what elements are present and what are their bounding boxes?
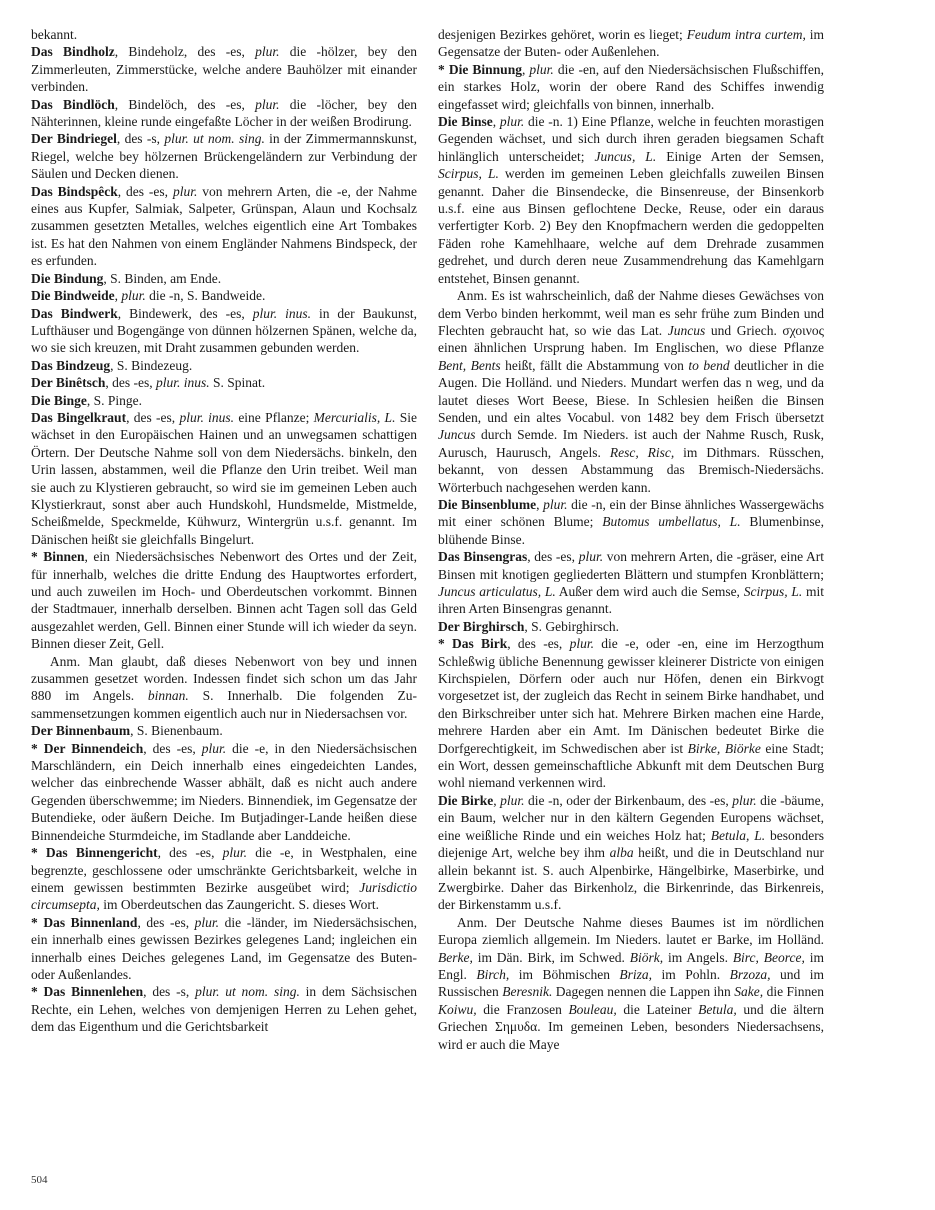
page-number: 504 — [31, 1174, 48, 1186]
dictionary-entry: * Der Binnendeich, des -es, plur. die -e, in den Niedersächsischen Marschländern, ein Deich innerhalb eines eingedeichten Landes, welcher das einbrechende Wasser abhält, daß es nicht auch andere Gegenden überschwemme; im Nieders. Binnendiek, im Gegensatze der Butendieke, oder äußern Deiche. Im Butjadinger-Lande heißen diese Binnendeiche Sturmdeiche, im Stadlande aber Landdeiche. — [31, 740, 417, 843]
dictionary-entry: * Binnen, ein Niedersächsisches Nebenwort des Ortes und der Zeit, für innerhalb, welches die dritte Endung des Hauptwortes erfordert, und auch zuweilen im Hoch- und Oberdeutschen vorkommt. Binnen der Stadtmauer, innerhalb derselben. Binnen acht Tagen soll das Geld ausgezahlet werden, Gell. Binnen einer Stunde will ich wieder da seyn. Binnen dieser Zeit, Gell. — [31, 549, 417, 652]
dictionary-entry: Die Binse, plur. die -n. 1) Eine Pflanze, welche in feuchten morastigen Gegenden wächset, und sich durch ihren geraden biegsamen Schaft hinlänglich unterscheidet; Juncus, L. Einige Arten der Semsen, Scirpus, L. werden im gemeinen Leben gleichfalls zuweilen Binsen genannt. Daher die Binsendecke, die Binsenreuse, der Binsenkorb u.s.f. eine aus Binsen geflochtene Decke, Reuse, oder ein daraus verfertigter Korb. 2) Bey den Knopfmachern werden die gedoppelten Fäden rohe Kamehlhaare, welche auf dem Drehrade zusammen gedrehet, und durch deren neue Zusammendrehung das Kamehlgarn entstehet, Binsen genannt. — [438, 114, 825, 286]
dictionary-entry: desjenigen Bezirkes gehöret, worin es lieget; Feudum intra curtem, im Gegensatze der Buten- oder Außenlehen. — [438, 27, 824, 60]
dictionary-entry: Die Bindweide, plur. die -n, S. Bandweide. — [31, 288, 266, 304]
dictionary-entry: Der Bindriegel, des -s, plur. ut nom. sing. in der Zimmermannskunst, Riegel, welche bey hölzernen Brückengeländern zur Verbindung der Säulen und Decken dienen. — [31, 131, 417, 182]
dictionary-entry: Das Bindlöch, Bindelöch, des -es, plur. die -löcher, bey den Nähterinnen, kleine runde eingefaßte Löcher in der weißen Brodirung. — [31, 96, 418, 130]
dictionary-entry: Das Bingelkraut, des -es, plur. inus. eine Pflanze; Mercurialis, L. Sie wächset in den Europäischen Hainen und an unwegsamen schattigen Örtern. Der Deutsche Nahme soll von dem Niedersächs. binkeln, den Urin lassen, abstammen, weil die Pflanze den Urin treibet. Weil man sie auch zu Klystieren gebraucht, so wird sie im gemeinen Leben auch Klystierkraut, sonst aber auch Hundskohl, Hundsmelde, Mistmelde, Scheißmelde, Speckmelde, Kühwurz, Wintergrün u.s.f. genannt. Im Dänischen heißt sie gleichfalls Bingelurt. — [31, 409, 418, 547]
dictionary-entry: Der Birghirsch, S. Gebirghirsch. — [438, 618, 619, 634]
dictionary-entry: * Das Binnenland, des -es, plur. die -länder, im Niedersächsischen, ein innerhalb eines gewissen Bezirkes gelegenes Land; ingleichen ein innerhalb eines Deiches gelegenes Land, im Gegensatze des Buten- oder Außenlandes. — [31, 914, 417, 982]
annotation-paragraph: Anm. Der Deutsche Nahme dieses Baumes ist im nördlichen Europa ziemlich allgemein. Im Nieders. lautet er Barke, im Holländ. Berke, im Dän. Birk, im Schwed. Biörk, im Angels. Birc, Beorce, im Engl. Birch, im Böhmischen Briza, im Pohln. Brzoza, und im Russischen Beresnik. Dagegen nennen die Lappen ihn Sake, die Finnen Koiwu, die Franzosen Bouleau, die Lateiner Betula, und die ältern Griechen Σημυδα. Im gemeinen Leben, besonders Niedersachsens, wird er auch die Maye — [438, 914, 825, 1052]
dictionary-entry: Die Birke, plur. die -n, oder der Birkenbaum, des -es, plur. die -bäume, ein Baum, welcher nur in den kältern Gegenden Europens wächset, eine weißliche Rinde und ein weiches Holz hat; Betula, L. besonders diejenige Art, welche bey ihm alba heißt, und die in Deutschland nur allein bekannt ist. S. auch Alpenbirke, Hängelbirke, Maserbirke, und Zwergbirke. Daher das Birkenholz, die Birkenrinde, das Birkenreis, der Birkenstamm u.s.f. — [438, 792, 825, 913]
annotation-paragraph: Anm. Man glaubt, daß dieses Nebenwort von bey und innen zusammen gesetzet worden. Indessen findet sich schon um das Jahr 880 im Angels. binnan. S. Innerhalb. Die folgenden Zusammensetzungen kommen eigentlich auch nur in Niedersachsen vor. — [31, 653, 417, 721]
dictionary-entry: * Das Binnengericht, des -es, plur. die -e, in Westphalen, eine begrenzte, geschlossene oder umschränkte Gerichtsbarkeit, welche in einem gewissen bestimmten Bezirke ausgeübet wird; Jurisdictio circumsepta, im Oberdeutschen das Zaungericht. S. dieses Wort. — [31, 845, 417, 913]
dictionary-entry: Das Bindzeug, S. Bindezeug. — [31, 357, 193, 373]
dictionary-entry: Der Binnenbaum, S. Bienenbaum. — [31, 723, 223, 739]
dictionary-entry: * Das Birk, des -es, plur. die -e, oder -en, eine im Herzogthum Schleßwig übliche Benennung gewisser kleinerer Districte von einigen Kirchspielen, Dörfern oder auch nur Höfen, denen ein Birkvogt vorgesetzet ist, der zugleich das Recht in seinem Birke handhabet, und den Birkschreiber unter sich hat. Mehrere Birken machen eine Harde, mehrere Harden aber ein Amt. Im Dänischen bedeutet Birke die Dorfgerechtigkeit, im Schwedischen aber ist Birke, Biörke eine Stadt; ein Wort, dessen gemeinschaftliche Abkunft mit dem Deutschen Burg wohl niemand verkennen wird. — [438, 636, 824, 791]
dictionary-entry: bekannt. — [31, 27, 78, 42]
dictionary-entry: Der Binêtsch, des -es, plur. inus. S. Spinat. — [31, 375, 266, 391]
dictionary-entry: Das Bindspêck, des -es, plur. von mehrern Arten, die -e, der Nahme eines aus Kupfer, Salmiak, Salpeter, Grünspan, Alaun und Kochsalz zusammen gesetzten Metalles, welches eigentlich eine Art Tombakes ist. Es hat den Nahmen von einem Engländer Nahmens Bindspeck, der es erfunden. — [31, 183, 417, 269]
left-column — [31, 26, 417, 1036]
dictionary-entry: Die Binsenblume, plur. die -n, ein der Binse ähnliches Wassergewächs mit einer schönen Blume; Butomus umbellatus, L. Blumenbinse, blühende Binse. — [438, 496, 825, 547]
dictionary-entry: * Die Binnung, plur. die -en, auf den Niedersächsischen Flußschiffen, ein starkes Holz, worin der obere Rand des Schiffes inwendig eingefasset wird; gleichfalls von binnen, innerhalb. — [438, 61, 824, 112]
dictionary-entry: * Das Binnenlehen, des -s, plur. ut nom. sing. in dem Sächsischen Rechte, ein Lehen, welches von demjenigen Herren zu Lehen gehet, dem das Eigenthum und die Gerichtsbarkeit — [31, 984, 418, 1035]
dictionary-entry: Die Binge, S. Pinge. — [31, 392, 143, 408]
dictionary-entry: Das Binsengras, des -es, plur. von mehrern Arten, die -gräser, eine Art Binsen mit knotigen gegliederten Blättern und stumpfen Kronblättern; Juncus articulatus, L. Außer dem wird auch die Semse, Scirpus, L. mit ihren Arten Binsengras genannt. — [438, 549, 824, 617]
dictionary-entry: Das Bindwerk, Bindewerk, des -es, plur. inus. in der Baukunst, Lufthäuser und Bogengänge von dünnen hölzernen Spänen, welche da, wo sie sich kreuzen, mit Draht zusammen gebunden werden. — [31, 305, 417, 356]
right-column — [438, 26, 824, 1053]
dictionary-entry: Die Bindung, S. Binden, am Ende. — [31, 270, 222, 286]
dictionary-entry: Das Bindholz, Bindeholz, des -es, plur. die -hölzer, bey den Zimmerleuten, Zimmerstücke, welche andere Bauhölzer mit einander verbinden. — [31, 44, 418, 95]
annotation-paragraph: Anm. Es ist wahrscheinlich, daß der Nahme dieses Gewächses von dem Verbo binden herkommt, weil man es sehr frühe zum Binden und Flechten gebraucht hat, so wie das Lat. Juncus und Griech. σχοινος einen ähnlichen Ursprung haben. Im Englischen, wo diese Pflanze Bent, Bents heißt, fällt die Abstammung von to bend deutlicher in die Augen. Die Holländ. und Nieders. Mundart werfen das n weg, und da lautet dieses Wort Beese, Biese. In Schlesien heißen die Binsen Senden, und ein altes Vocabul. von 1482 bey dem Frisch übersetzt Juncus durch Semde. Im Nieders. ist auch der Nahme Rusch, Rusk, Aurusch, Haurusch, Angels. Resc, Risc, im Dithmars. Rüsschen, bekannt, von dessen Abstammung das Bremisch-Niedersächs. Wörterbuch nachgesehen werden kann. — [438, 288, 825, 495]
